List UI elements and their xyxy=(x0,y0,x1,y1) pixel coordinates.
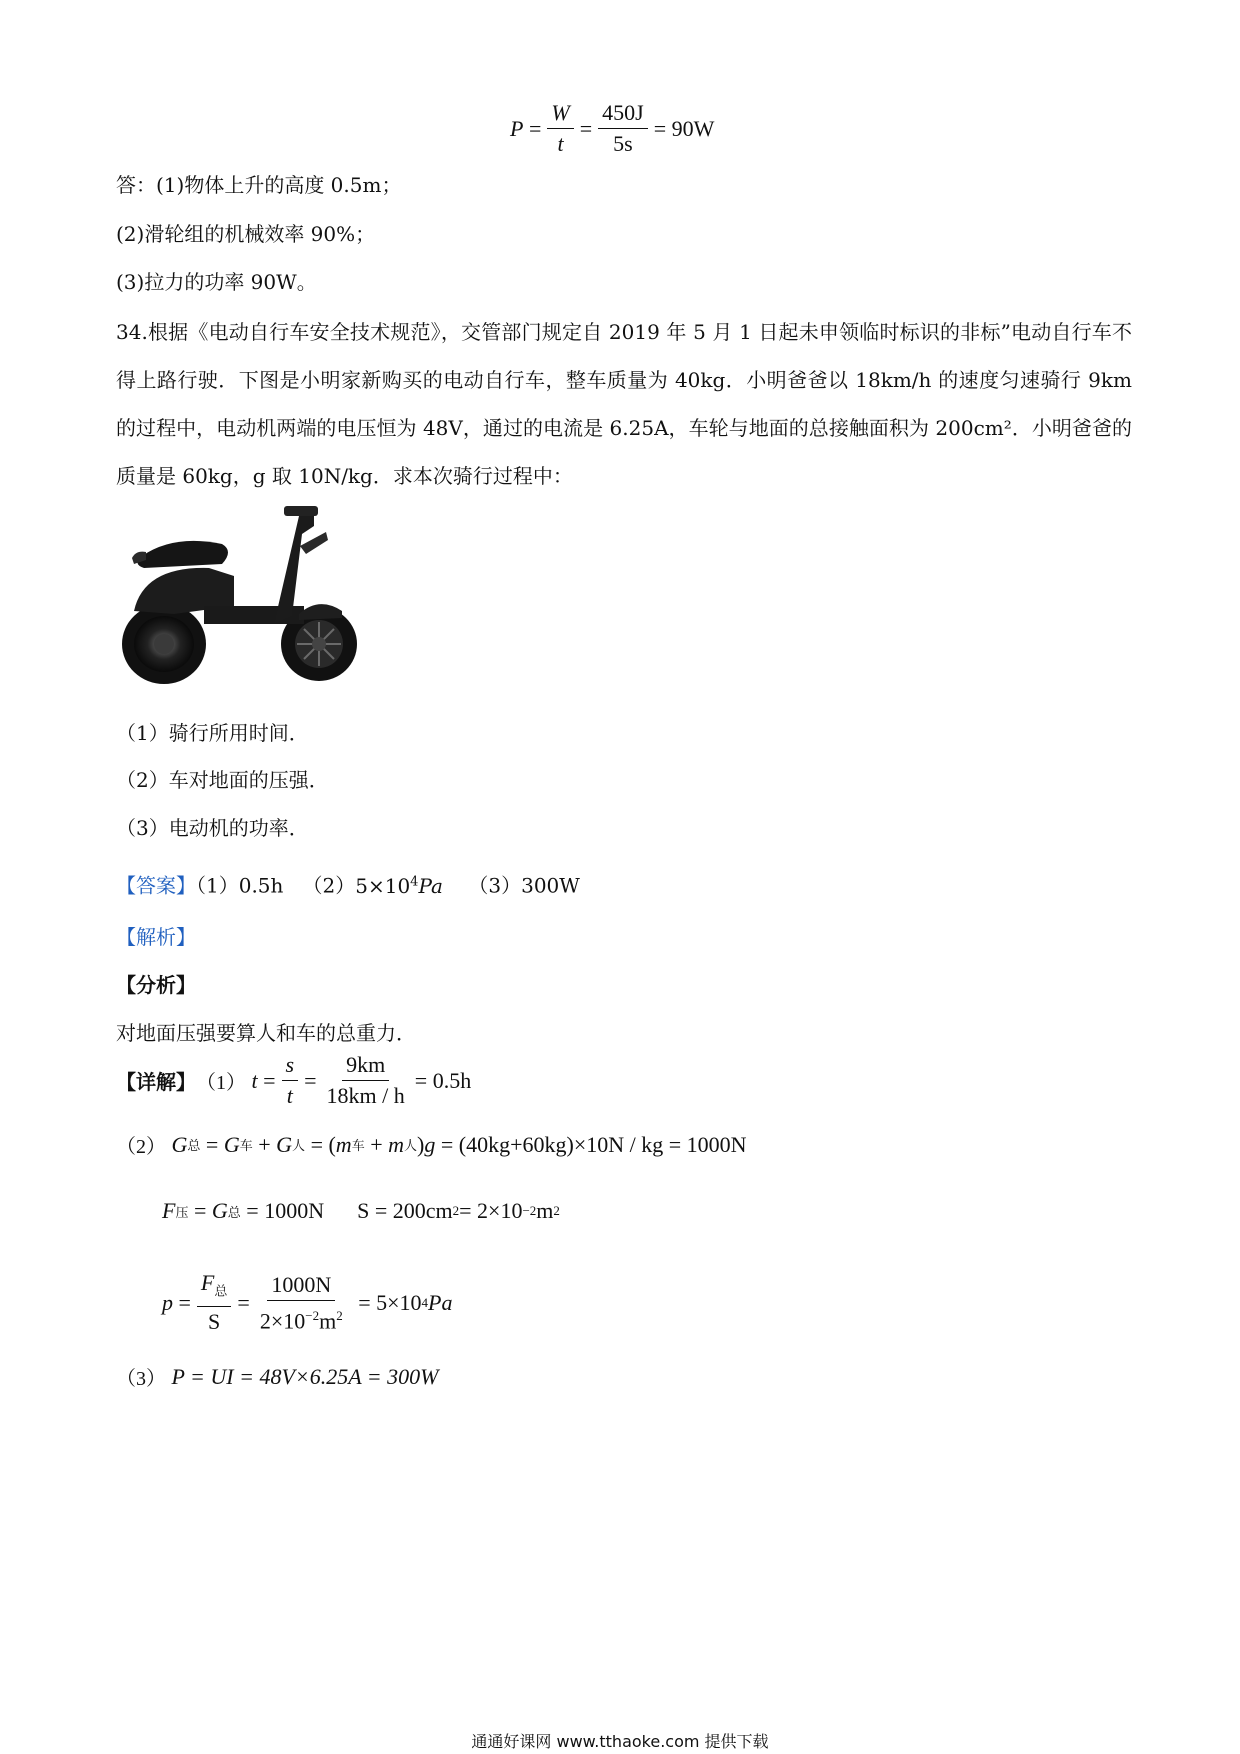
detail-step-3: （3） P = UI = 48V×6.25A = 300W xyxy=(116,1363,439,1390)
fenxi-text: 对地面压强要算人和车的总重力． xyxy=(116,1021,416,1045)
prev-answer-line-3: (3)拉力的功率 90W。 xyxy=(116,270,317,294)
fenxi-tag: 【分析】 xyxy=(116,973,196,997)
detail-step-2: （2） G 总 = G 车 + G 人 = ( m 车 + m 人 ) g = (40kg+60kg)×10N / kg = 1000N xyxy=(116,1131,747,1158)
answer-2-value: $5\times 10^4Pa$ xyxy=(355,873,443,898)
answer-tag: 【答案】 xyxy=(116,873,196,898)
answer-line: 【答案】（1）0.5h $(2)5\times 10^4Pa$ （3）300W xyxy=(116,873,580,898)
detail-step-1: 【详解】 （1） t = $\frac{s}{t}$ = $\frac{9km}{18km / h}$ = 0.5h xyxy=(116,1052,472,1108)
page-footer: 通通好课网 www.tthaoke.com 提供下载 xyxy=(471,1732,769,1751)
question-sub-2: （2）车对地面的压强． xyxy=(116,768,329,792)
prev-answer-line-2: (2)滑轮组的机械效率 90%； xyxy=(116,222,376,246)
detail-step-2c: p = $\frac{F_总}{S}$ = $\frac{1000N}{2\times 10^{-2}m^2}$ = 5×10 4 Pa xyxy=(162,1270,453,1335)
detail-step-2b: F 压 = G 总 = 1000N S = 200cm 2 = 2×10 −2 m 2 xyxy=(162,1198,560,1223)
question-34-text: 34.根据《电动自行车安全技术规范》，交管部门规定自 2019 年 5 月 1 日起未申领临时标识的非标”电动自行车不得上路行驶．下图是小明家新购买的电动自行车，整车质量为 40kg．小明爸爸以 18km/h 的速度匀速骑行 9km 的过程中，电动机两端的电压恒为 48V，通过的电流是 6.25A，车轮与地面的总接触面积为 200cm²．小明爸爸的质量是 60kg，g 取 10N/kg．求本次骑行过程中： xyxy=(116,320,1132,488)
question-sub-3: （3）电动机的功率． xyxy=(116,816,309,840)
power-formula: P = $\frac{W}{t}$ = $\frac{450J}{5s}$ = 90W xyxy=(510,100,715,156)
electric-scooter-photo xyxy=(114,506,364,686)
analysis-tag: 【解析】 xyxy=(116,925,196,949)
question-sub-1: （1）骑行所用时间． xyxy=(116,721,309,745)
prev-answer-line-1: 答：(1)物体上升的高度 0.5m； xyxy=(116,173,402,197)
detail-tag: 【详解】 xyxy=(116,1070,196,1094)
